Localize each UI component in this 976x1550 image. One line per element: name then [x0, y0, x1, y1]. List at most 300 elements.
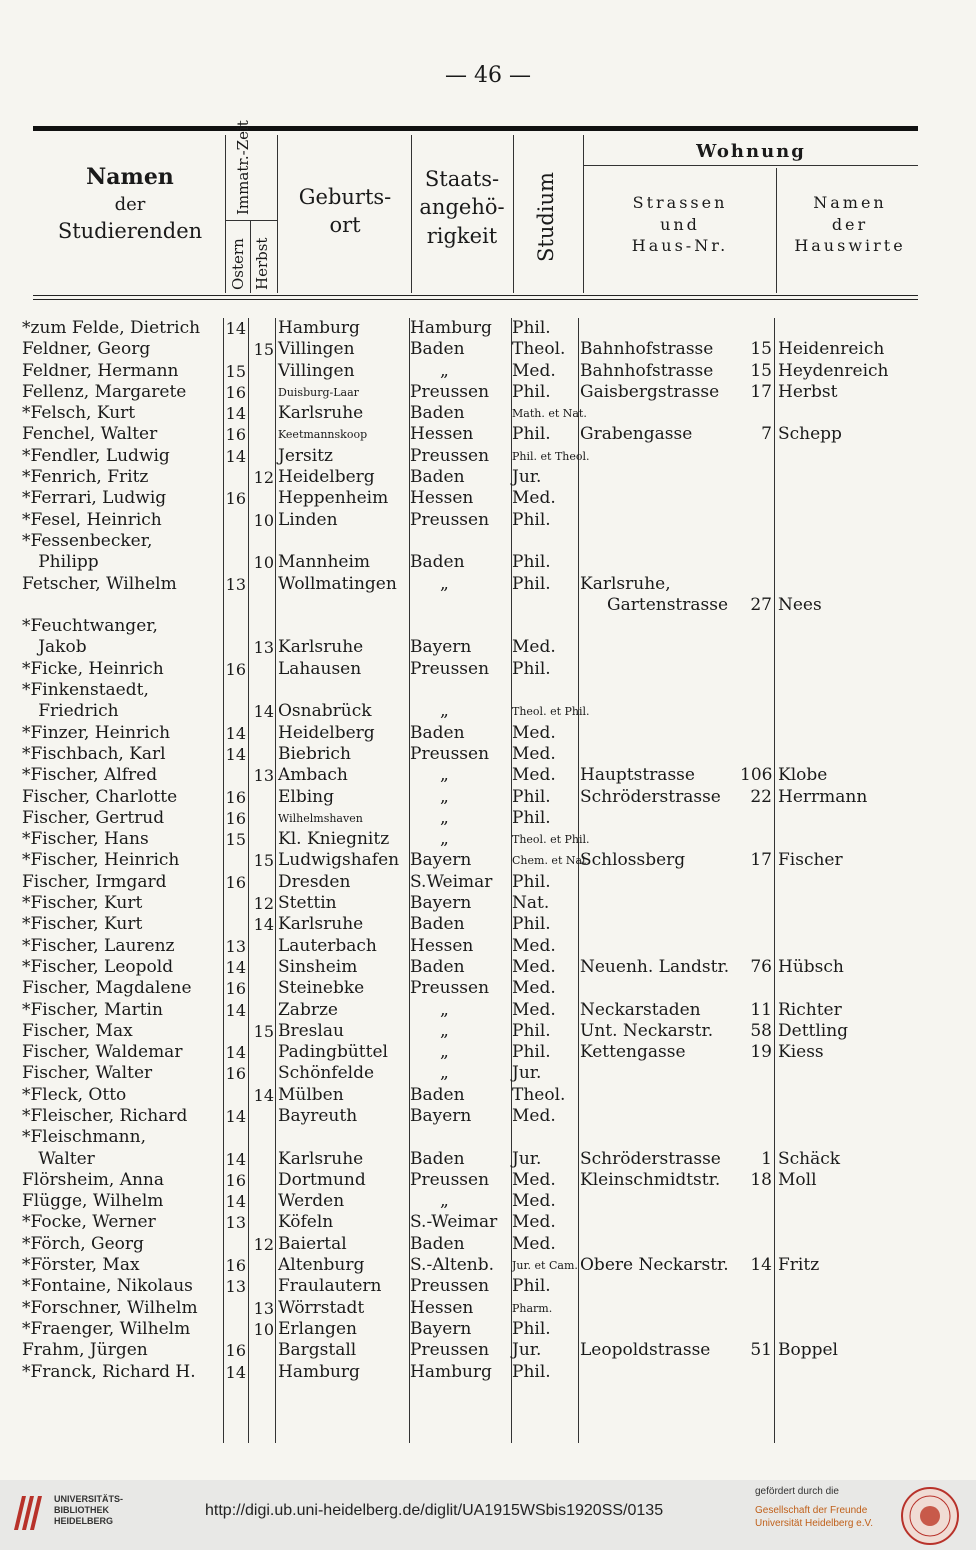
table-row	[0, 531, 976, 552]
header-strassen: Strassen und Haus-Nr.	[631, 193, 729, 256]
citizenship: Baden	[410, 1233, 465, 1254]
table-row	[0, 701, 976, 722]
student-name: Flörsheim, Anna	[22, 1169, 165, 1190]
house-number: 51	[750, 1340, 772, 1361]
table-row	[0, 850, 976, 871]
birthplace: Werden	[278, 1191, 345, 1212]
landlord: Hübsch	[778, 956, 844, 977]
student-name: Feldner, Hermann	[22, 360, 179, 381]
table-row	[0, 765, 976, 786]
birthplace: Bargstall	[278, 1340, 357, 1361]
landlord: Fischer	[778, 850, 843, 871]
header-studium: Studium	[534, 172, 558, 262]
street: Obere Neckarstr.	[580, 1255, 729, 1276]
table-row	[0, 446, 976, 467]
immatr-ostern: 15	[225, 830, 246, 850]
immatr-ostern: 13	[225, 574, 246, 594]
table-row	[0, 424, 976, 445]
table-row	[0, 1191, 976, 1212]
street: Schröderstrasse	[580, 1148, 721, 1169]
table-row	[0, 1127, 976, 1148]
house-number: 106	[740, 765, 773, 786]
landlord: Boppel	[778, 1340, 838, 1361]
field-of-study: Phil.	[512, 381, 551, 402]
wohnung-rule	[584, 165, 918, 166]
citizenship: Baden	[410, 552, 465, 573]
field-of-study: Pharm.	[512, 1301, 553, 1315]
landlord: Schepp	[778, 424, 842, 445]
immatr-ostern: 14	[225, 1000, 246, 1020]
student-name: *Fischer, Heinrich	[22, 850, 180, 871]
field-of-study: Med.	[512, 1191, 556, 1212]
table-row	[0, 936, 976, 957]
citizenship: Baden	[410, 956, 465, 977]
field-of-study: Theol.	[512, 339, 566, 360]
student-name: Flügge, Wilhelm	[22, 1191, 164, 1212]
citizenship: Bayern	[410, 1105, 472, 1126]
birthplace: Schönfelde	[278, 1063, 375, 1084]
student-name: Fischer, Irmgard	[22, 871, 167, 892]
field-of-study: Nat.	[512, 893, 550, 914]
birthplace: Biebrich	[278, 743, 351, 764]
student-name: *Focke, Werner	[22, 1212, 156, 1233]
house-number: 15	[750, 339, 772, 360]
header-staatsangehoerigkeit: Staats- angehö- rigkeit	[419, 167, 505, 248]
field-of-study: Med.	[512, 360, 556, 381]
table-row	[0, 488, 976, 509]
table-row	[0, 467, 976, 488]
sponsor-text: gefördert durch die	[755, 1486, 839, 1497]
table-row	[0, 339, 976, 360]
header-hauswirte: Namen der Hauswirte	[794, 193, 906, 256]
birthplace: Karlsruhe	[278, 637, 364, 658]
table-row	[0, 1362, 976, 1383]
field-of-study: Phil. et Theol.	[512, 449, 590, 463]
birthplace: Köfeln	[278, 1212, 334, 1233]
student-name: *Förster, Max	[22, 1255, 140, 1276]
citizenship: „	[440, 701, 449, 722]
citizenship: S.-Altenb.	[410, 1255, 495, 1276]
landlord: Heidenreich	[778, 339, 885, 360]
immatr-herbst: 13	[253, 1298, 274, 1318]
student-name: Fischer, Max	[22, 1020, 133, 1041]
immatr-ostern: 14	[225, 1362, 246, 1382]
citizenship: Preussen	[410, 381, 490, 402]
table-row	[0, 574, 976, 595]
birthplace: Lahausen	[278, 658, 362, 679]
street: Hauptstrasse	[580, 765, 695, 786]
table-row	[0, 893, 976, 914]
street: Unt. Neckarstr.	[580, 1020, 714, 1041]
field-of-study: Phil.	[512, 1361, 551, 1382]
citizenship: „	[440, 999, 449, 1020]
citizenship: Preussen	[410, 1276, 490, 1297]
student-name: *Feuchtwanger,	[22, 616, 158, 637]
street: Karlsruhe,	[580, 573, 671, 594]
immatr-herbst: 14	[253, 915, 274, 935]
field-of-study: Med.	[512, 935, 556, 956]
student-name: *Fischer, Kurt	[22, 914, 143, 935]
top-rule	[33, 126, 918, 131]
street: Gaisbergstrasse	[580, 381, 720, 402]
immatr-ostern: 16	[225, 808, 246, 828]
library-name: UNIVERSITÄTS- BIBLIOTHEK HEIDELBERG	[54, 1494, 124, 1526]
street: Bahnhofstrasse	[580, 360, 714, 381]
citizenship: Hessen	[410, 1297, 474, 1318]
citizenship: Preussen	[410, 445, 490, 466]
birthplace: Karlsruhe	[278, 1148, 364, 1169]
field-of-study: Med.	[512, 1169, 556, 1190]
student-name: Friedrich	[22, 701, 119, 722]
field-of-study: Phil.	[512, 552, 551, 573]
citizenship: „	[440, 807, 449, 828]
header-ostern: Ostern	[229, 238, 247, 290]
immatr-herbst: 12	[253, 894, 274, 914]
student-name: Fischer, Magdalene	[22, 978, 192, 999]
student-name: *Fischer, Martin	[22, 999, 163, 1020]
table-row	[0, 1234, 976, 1255]
street: Grabengasse	[580, 424, 693, 445]
header-namen: Namen der Studierenden	[57, 164, 203, 243]
field-of-study: Jur.	[512, 1063, 542, 1084]
field-of-study: Phil.	[512, 914, 551, 935]
birthplace: Ludwigshafen	[278, 850, 400, 871]
immatr-ostern: 14	[225, 1043, 246, 1063]
immatr-ostern: 16	[225, 787, 246, 807]
immatr-ostern: 16	[225, 489, 246, 509]
street: Kleinschmidtstr.	[580, 1169, 721, 1190]
field-of-study: Math. et Nat.	[512, 407, 587, 421]
house-number: 14	[750, 1255, 772, 1276]
house-number: 76	[750, 956, 772, 977]
immatr-ostern: 16	[225, 425, 246, 445]
field-of-study: Phil.	[512, 1042, 551, 1063]
student-name: *Finkenstaedt,	[22, 680, 149, 701]
house-number: 7	[761, 424, 772, 445]
immatr-ostern: 16	[225, 1170, 246, 1190]
house-number: 1	[761, 1148, 772, 1169]
student-name: *Finzer, Heinrich	[22, 722, 171, 743]
student-name: Fischer, Waldemar	[22, 1042, 183, 1063]
birthplace: Dresden	[278, 871, 351, 892]
house-number: 17	[750, 850, 772, 871]
table-row	[0, 1298, 976, 1319]
source-url[interactable]: http://digi.ub.uni-heidelberg.de/diglit/UA1915WSbis1920SS/0135	[205, 1502, 664, 1519]
table-row	[0, 680, 976, 701]
student-name: *Felsch, Kurt	[22, 403, 136, 424]
table-row	[0, 1319, 976, 1340]
table-row	[0, 382, 976, 403]
landlord: Kiess	[778, 1042, 824, 1063]
field-of-study: Med.	[512, 978, 556, 999]
citizenship: „	[440, 573, 449, 594]
citizenship: Baden	[410, 1084, 465, 1105]
table-row	[0, 744, 976, 765]
immatr-herbst: 12	[253, 468, 274, 488]
table-row	[0, 1063, 976, 1084]
citizenship: „	[440, 360, 449, 381]
student-name: *Fischer, Alfred	[22, 765, 158, 786]
student-name: *Fleck, Otto	[22, 1084, 127, 1105]
student-name: *Fesel, Heinrich	[22, 509, 162, 530]
immatr-ostern: 14	[225, 404, 246, 424]
citizenship: „	[440, 1020, 449, 1041]
col-line	[583, 135, 584, 293]
citizenship: Hessen	[410, 488, 474, 509]
student-name: Feldner, Georg	[22, 339, 151, 360]
field-of-study: Jur. et Cam.	[512, 1259, 578, 1273]
citizenship: Preussen	[410, 743, 490, 764]
birthplace: Hamburg	[278, 318, 360, 338]
field-of-study: Phil.	[512, 786, 551, 807]
immatr-herbst: 14	[253, 702, 274, 722]
landlord: Dettling	[778, 1020, 849, 1041]
field-of-study: Med.	[512, 637, 556, 658]
birthplace: Elbing	[278, 786, 334, 807]
citizenship: Bayern	[410, 1318, 472, 1339]
citizenship: „	[440, 1042, 449, 1063]
landlord: Herbst	[778, 381, 838, 402]
immatr-ostern: 16	[225, 1256, 246, 1276]
citizenship: Preussen	[410, 1340, 490, 1361]
student-name: *Ferrari, Ludwig	[22, 488, 167, 509]
student-name: Jakob	[22, 637, 87, 658]
header-rule-2	[33, 299, 918, 300]
immatr-ostern: 14	[225, 957, 246, 977]
citizenship: Preussen	[410, 509, 490, 530]
landlord: Fritz	[778, 1255, 820, 1276]
library-logo-icon	[10, 1492, 46, 1532]
house-number: 19	[750, 1042, 772, 1063]
birthplace: Wilhelmshaven	[278, 811, 363, 825]
landlord: Herrmann	[778, 786, 868, 807]
birthplace: Keetmannskoop	[278, 428, 368, 442]
table-row	[0, 616, 976, 637]
immatr-ostern: 14	[225, 1149, 246, 1169]
house-number: 58	[750, 1020, 772, 1041]
page-number: — 46 —	[445, 63, 531, 88]
table-row	[0, 1106, 976, 1127]
table-row	[0, 1340, 976, 1361]
table-row	[0, 1085, 976, 1106]
landlord: Heydenreich	[778, 360, 889, 381]
field-of-study: Phil.	[512, 573, 551, 594]
landlord: Klobe	[778, 765, 828, 786]
table-row	[0, 1021, 976, 1042]
immatr-ostern: 14	[225, 1106, 246, 1126]
table-row	[0, 1170, 976, 1191]
birthplace: Steinebke	[278, 978, 365, 999]
birthplace: Villingen	[278, 339, 355, 360]
street: Neckarstaden	[580, 999, 701, 1020]
citizenship: Preussen	[410, 978, 490, 999]
birthplace: Erlangen	[278, 1318, 357, 1339]
field-of-study: Med.	[512, 956, 556, 977]
citizenship: „	[440, 829, 449, 850]
immatr-herbst: 13	[253, 638, 274, 658]
immatr-herbst: 10	[253, 1319, 274, 1339]
birthplace: Fraulautern	[278, 1276, 382, 1297]
birthplace: Altenburg	[278, 1255, 365, 1276]
field-of-study: Phil.	[512, 509, 551, 530]
field-of-study: Phil.	[512, 658, 551, 679]
field-of-study: Med.	[512, 999, 556, 1020]
footer-bar	[0, 1480, 976, 1550]
citizenship: Preussen	[410, 658, 490, 679]
immatr-herbst: 15	[253, 1021, 274, 1041]
citizenship: Bayern	[410, 850, 472, 871]
field-of-study: Med.	[512, 1233, 556, 1254]
citizenship: „	[440, 786, 449, 807]
student-name: *Franck, Richard H.	[22, 1361, 196, 1382]
landlord: Nees	[778, 594, 822, 615]
student-name: Fischer, Gertrud	[22, 807, 165, 828]
citizenship: Baden	[410, 339, 465, 360]
student-name: *Fenrich, Fritz	[22, 467, 149, 488]
table-row	[0, 595, 976, 616]
table-row	[0, 1276, 976, 1297]
student-name: Fischer, Walter	[22, 1063, 153, 1084]
field-of-study: Med.	[512, 722, 556, 743]
immatr-herbst: 10	[253, 553, 274, 573]
header-wohnung: Wohnung	[696, 141, 806, 162]
birthplace: Zabrze	[278, 999, 338, 1020]
col-line	[776, 168, 777, 293]
birthplace: Padingbüttel	[278, 1042, 388, 1063]
birthplace: Kl. Kniegnitz	[278, 829, 390, 850]
student-name: *Forschner, Wilhelm	[22, 1297, 198, 1318]
field-of-study: Phil.	[512, 1318, 551, 1339]
table-row	[0, 957, 976, 978]
street: Leopoldstrasse	[580, 1340, 711, 1361]
table-row	[0, 403, 976, 424]
house-number: 11	[750, 999, 772, 1020]
immatr-ostern: 16	[225, 1064, 246, 1084]
student-name: Fenchel, Walter	[22, 424, 158, 445]
field-of-study: Theol. et Phil.	[512, 705, 590, 719]
birthplace: Lauterbach	[278, 935, 377, 956]
citizenship: Baden	[410, 914, 465, 935]
field-of-study: Jur.	[512, 1340, 542, 1361]
street: Schröderstrasse	[580, 786, 721, 807]
citizenship: S.-Weimar	[410, 1212, 498, 1233]
field-of-study: Med.	[512, 1212, 556, 1233]
table-row	[0, 978, 976, 999]
house-number: 18	[750, 1169, 772, 1190]
student-name: Fellenz, Margarete	[22, 381, 187, 402]
col-line	[250, 220, 251, 293]
birthplace: Hamburg	[278, 1361, 360, 1382]
student-name: *Fischer, Kurt	[22, 893, 143, 914]
table-row	[0, 914, 976, 935]
table-row	[0, 723, 976, 744]
table-row	[0, 510, 976, 531]
field-of-study: Theol. et Phil.	[512, 833, 590, 847]
street: Gartenstrasse	[580, 594, 729, 615]
field-of-study: Phil.	[512, 1276, 551, 1297]
table-row	[0, 659, 976, 680]
field-of-study: Theol.	[512, 1084, 566, 1105]
birthplace: Duisburg-Laar	[278, 385, 359, 399]
house-number: 27	[750, 594, 772, 615]
immatr-ostern: 13	[225, 1213, 246, 1233]
landlord: Moll	[778, 1169, 817, 1190]
landlord: Schäck	[778, 1148, 841, 1169]
student-name: Walter	[22, 1148, 95, 1169]
table-row	[0, 1042, 976, 1063]
table-row	[0, 808, 976, 829]
house-number: 15	[750, 360, 772, 381]
field-of-study: Phil.	[512, 424, 551, 445]
birthplace: Linden	[278, 509, 338, 530]
immatr-ostern: 16	[225, 659, 246, 679]
citizenship: Bayern	[410, 637, 472, 658]
birthplace: Osnabrück	[278, 701, 372, 722]
immatr-herbst: 10	[253, 510, 274, 530]
society-name: Gesellschaft der Freunde Universität Heidelberg e.V.	[755, 1505, 874, 1529]
citizenship: Hessen	[410, 424, 474, 445]
birthplace: Stettin	[278, 893, 337, 914]
immatr-herbst: 15	[253, 851, 274, 871]
student-name: *Fontaine, Nikolaus	[22, 1276, 193, 1297]
immatr-ostern: 14	[225, 319, 246, 338]
street: Bahnhofstrasse	[580, 339, 714, 360]
birthplace: Mannheim	[278, 552, 371, 573]
field-of-study: Med.	[512, 1105, 556, 1126]
immatr-ostern: 14	[225, 446, 246, 466]
student-name: Fetscher, Wilhelm	[22, 573, 177, 594]
student-name: *Ficke, Heinrich	[22, 658, 164, 679]
citizenship: Bayern	[410, 893, 472, 914]
university-seal-icon	[900, 1486, 960, 1546]
birthplace: Heppenheim	[278, 488, 389, 509]
street: Neuenh. Landstr.	[580, 956, 730, 977]
citizenship: Hessen	[410, 935, 474, 956]
immatr-ostern: 16	[225, 979, 246, 999]
field-of-study: Med.	[512, 743, 556, 764]
citizenship: Preussen	[410, 1169, 490, 1190]
birthplace: Breslau	[278, 1020, 344, 1041]
table-row	[0, 829, 976, 850]
student-name: *Fischer, Laurenz	[22, 935, 175, 956]
student-name: *zum Felde, Dietrich	[22, 318, 201, 338]
student-name: Fischer, Charlotte	[22, 786, 178, 807]
birthplace: Heidelberg	[278, 467, 375, 488]
citizenship: „	[440, 765, 449, 786]
table-row	[0, 361, 976, 382]
immatr-ostern: 13	[225, 936, 246, 956]
birthplace: Baiertal	[278, 1233, 347, 1254]
student-name: Frahm, Jürgen	[22, 1340, 148, 1361]
birthplace: Heidelberg	[278, 722, 375, 743]
field-of-study: Phil.	[512, 318, 551, 338]
street: Kettengasse	[580, 1042, 686, 1063]
student-name: *Fraenger, Wilhelm	[22, 1318, 191, 1339]
table-row	[0, 318, 976, 339]
immatr-ostern: 14	[225, 744, 246, 764]
birthplace: Sinsheim	[278, 956, 358, 977]
birthplace: Wörrstadt	[278, 1297, 365, 1318]
student-name: *Fischer, Leopold	[22, 956, 174, 977]
student-name: *Fessenbecker,	[22, 530, 153, 551]
citizenship: Hamburg	[410, 318, 492, 338]
header-immatr-zeit: Immatr.-Zeit	[234, 120, 252, 215]
immatr-herbst: 14	[253, 1085, 274, 1105]
field-of-study: Phil.	[512, 1020, 551, 1041]
immatr-ostern: 15	[225, 361, 246, 381]
birthplace: Dortmund	[278, 1169, 366, 1190]
student-name: *Fendler, Ludwig	[22, 445, 170, 466]
